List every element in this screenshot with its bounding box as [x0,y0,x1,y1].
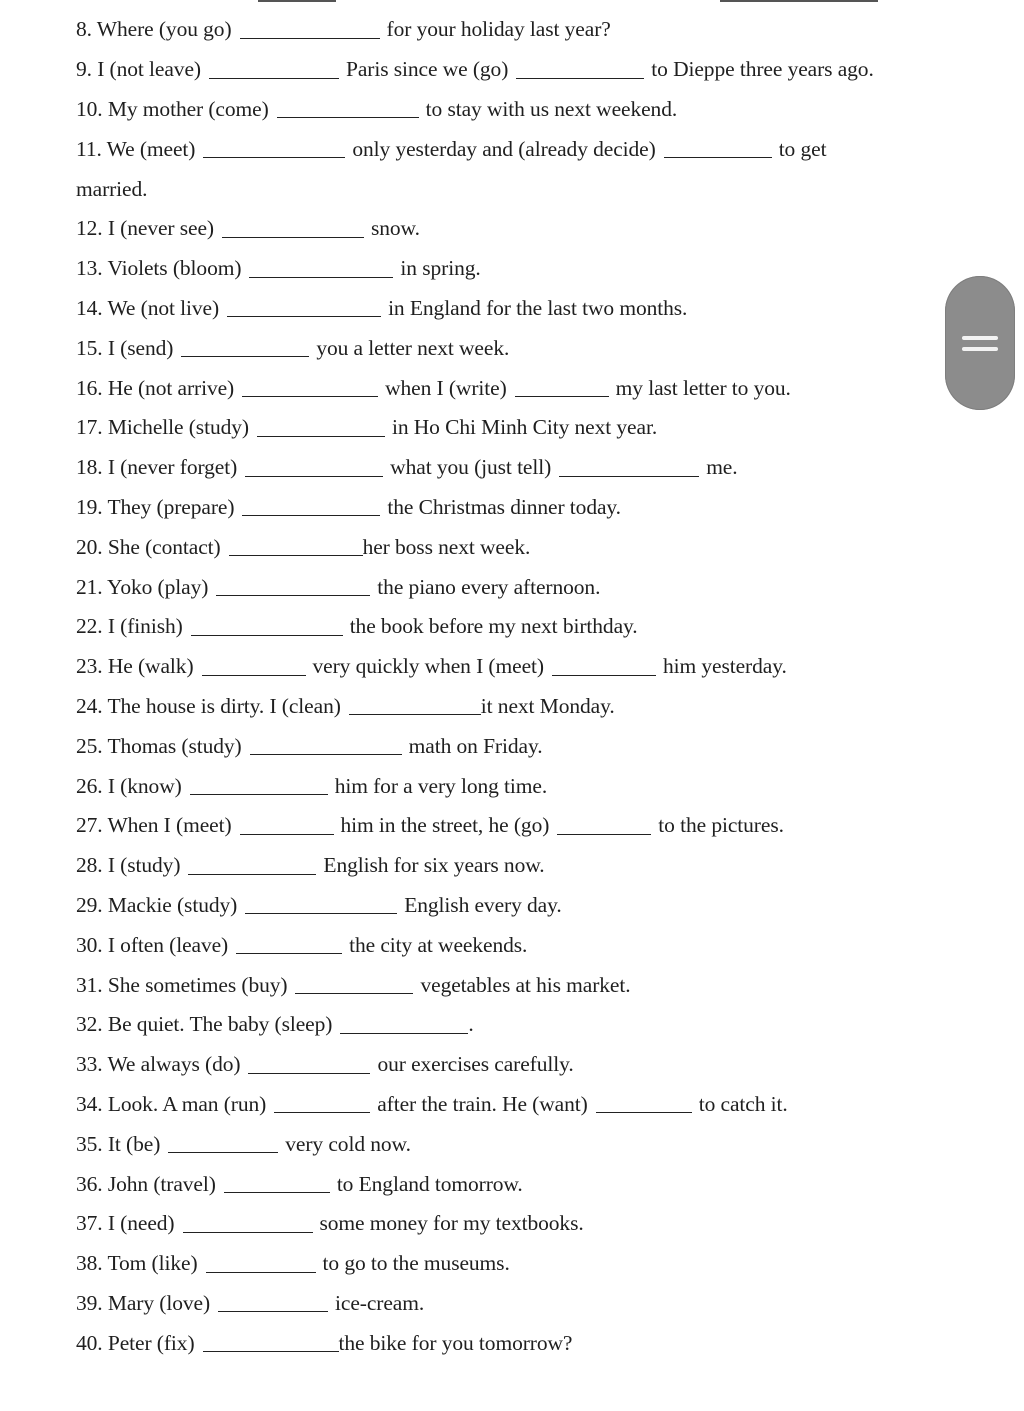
question-27 [76,806,956,846]
question-13 [76,249,956,289]
question-text: 13. Violets (bloom) [76,256,242,281]
question-text: 30. I often (leave) [76,932,229,957]
question-text: very quickly when I (meet) [312,654,544,679]
question-text: in spring. [400,256,481,281]
question-text: in England for the last two months. [388,295,688,320]
question-text: vegetables at his market. [420,972,631,997]
question-text: 31. She sometimes (buy) [76,972,288,997]
question-text: 20. She (contact) [76,534,221,559]
question-text: very cold now. [285,1131,411,1156]
question-29 [76,886,956,926]
question-text: ice-cream. [335,1290,425,1315]
question-12 [76,209,956,249]
answer-blank[interactable] [274,1111,370,1113]
answer-blank[interactable] [222,236,364,238]
question-14 [76,289,956,329]
question-text: 8. Where (you go) [76,17,232,42]
answer-blank[interactable] [349,713,481,715]
answer-blank[interactable] [240,833,334,835]
answer-blank[interactable] [183,1231,313,1233]
answer-blank[interactable] [242,395,378,397]
answer-blank[interactable] [218,1310,328,1312]
question-text: English for six years now. [323,853,545,878]
question-28 [76,846,956,886]
question-24 [76,687,956,727]
answer-blank[interactable] [250,753,402,755]
answer-blank[interactable] [596,1111,692,1113]
question-19 [76,488,956,528]
question-text: to go to the museums. [322,1251,510,1276]
question-text: in Ho Chi Minh City next year. [391,415,658,440]
question-text: 39. Mary (love) [76,1290,211,1315]
question-15 [76,328,956,368]
question-text: to catch it. [698,1091,788,1116]
answer-blank[interactable] [236,952,342,954]
question-text: 29. Mackie (study) [76,892,238,917]
question-text: 36. John (travel) [76,1171,216,1196]
question-text: the bike for you tomorrow? [338,1330,573,1355]
question-text: . [468,1012,474,1037]
question-text: it next Monday. [480,693,615,718]
answer-blank[interactable] [249,276,393,278]
answer-blank[interactable] [340,1032,468,1034]
question-text: my last letter to you. [615,375,791,400]
answer-blank[interactable] [240,37,380,39]
question-text: 12. I (never see) [76,216,214,241]
question-text: 27. When I (meet) [76,813,232,838]
question-text: the Christmas dinner today. [387,494,621,519]
answer-blank[interactable] [224,1191,330,1193]
question-11 [76,129,956,169]
answer-blank[interactable] [516,77,644,79]
question-32 [76,1005,956,1045]
question-text: to Dieppe three years ago. [651,57,874,82]
top-rule-left [258,0,336,2]
answer-blank[interactable] [202,674,306,676]
answer-blank[interactable] [242,514,380,516]
question-text: some money for my textbooks. [319,1211,584,1236]
question-25 [76,726,956,766]
question-text: him for a very long time. [334,773,548,798]
question-text: 16. He (not arrive) [76,375,235,400]
answer-blank[interactable] [216,594,370,596]
grip-lines-icon [962,336,998,340]
answer-blank[interactable] [245,475,383,477]
answer-blank[interactable] [552,674,656,676]
question-text: our exercises carefully. [377,1052,574,1077]
question-10 [76,90,956,130]
answer-blank[interactable] [188,873,316,875]
question-text: 15. I (send) [76,335,174,360]
question-text: snow. [370,216,420,241]
question-text: 35. It (be) [76,1131,161,1156]
question-text: math on Friday. [408,733,543,758]
answer-blank[interactable] [191,634,343,636]
question-text: 10. My mother (come) [76,96,269,121]
answer-blank[interactable] [557,833,651,835]
question-38 [76,1244,956,1284]
question-text: the book before my next birthday. [349,614,638,639]
answer-blank[interactable] [227,315,381,317]
question-text: 17. Michelle (study) [76,415,249,440]
answer-blank[interactable] [203,156,345,158]
question-16 [76,368,956,408]
question-35 [76,1124,956,1164]
question-text: 25. Thomas (study) [76,733,242,758]
answer-blank[interactable] [295,992,413,994]
question-9 [76,50,956,90]
question-text: 18. I (never forget) [76,455,238,480]
question-text: to the pictures. [658,813,784,838]
question-text: her boss next week. [362,534,531,559]
question-17 [76,408,956,448]
question-text: English every day. [404,892,562,917]
question-text: 9. I (not leave) [76,57,201,82]
question-text: 38. Tom (like) [76,1251,198,1276]
answer-blank[interactable] [248,1072,370,1074]
question-text: after the train. He (want) [377,1091,588,1116]
question-23 [76,647,956,687]
answer-blank[interactable] [181,355,309,357]
question-20 [76,527,956,567]
answer-blank[interactable] [664,156,772,158]
answer-blank[interactable] [515,395,609,397]
question-39 [76,1284,956,1324]
question-text: you a letter next week. [316,335,510,360]
answer-blank[interactable] [245,912,397,914]
question-text: when I (write) [385,375,507,400]
question-8 [76,10,956,50]
question-text: only yesterday and (already decide) [352,136,656,161]
question-text: 28. I (study) [76,853,181,878]
top-rule-right [720,0,878,2]
question-31 [76,965,956,1005]
question-text: 23. He (walk) [76,654,194,679]
question-text: Paris since we (go) [345,57,509,82]
question-11-continuation [76,169,956,209]
answer-blank[interactable] [559,475,699,477]
exercise-sheet [76,10,956,1363]
question-text: me. [706,455,738,480]
answer-blank[interactable] [229,554,363,556]
answer-blank[interactable] [277,116,419,118]
question-text: him yesterday. [662,654,787,679]
question-22 [76,607,956,647]
question-text: to England tomorrow. [336,1171,523,1196]
question-text: the city at weekends. [349,932,528,957]
question-34 [76,1085,956,1125]
answer-blank[interactable] [203,1350,339,1352]
question-text: 19. They (prepare) [76,494,235,519]
answer-blank[interactable] [209,77,339,79]
answer-blank[interactable] [257,435,385,437]
grip-lines-icon [962,347,998,351]
question-text: the piano every afternoon. [377,574,601,599]
question-text: 14. We (not live) [76,295,220,320]
question-text: 37. I (need) [76,1211,175,1236]
question-21 [76,567,956,607]
answer-blank[interactable] [206,1271,316,1273]
question-37 [76,1204,956,1244]
question-18 [76,448,956,488]
question-text: to stay with us next weekend. [425,96,678,121]
question-40 [76,1323,956,1363]
question-text: 24. The house is dirty. I (clean) [76,693,341,718]
question-text: 22. I (finish) [76,614,183,639]
question-text: 32. Be quiet. The baby (sleep) [76,1012,333,1037]
question-36 [76,1164,956,1204]
question-text: 33. We always (do) [76,1052,241,1077]
question-text: 26. I (know) [76,773,182,798]
question-text: what you (just tell) [390,455,552,480]
question-30 [76,925,956,965]
answer-blank[interactable] [168,1151,278,1153]
question-text: 40. Peter (fix) [76,1330,195,1355]
scroll-handle[interactable] [945,276,1015,410]
question-text: 11. We (meet) [76,136,196,161]
question-text: married. [76,176,148,201]
question-text: to get [778,136,827,161]
question-33 [76,1045,956,1085]
answer-blank[interactable] [190,793,328,795]
question-26 [76,766,956,806]
question-text: 21. Yoko (play) [76,574,209,599]
question-text: for your holiday last year? [386,17,611,42]
question-text: him in the street, he (go) [340,813,550,838]
question-text: 34. Look. A man (run) [76,1091,267,1116]
